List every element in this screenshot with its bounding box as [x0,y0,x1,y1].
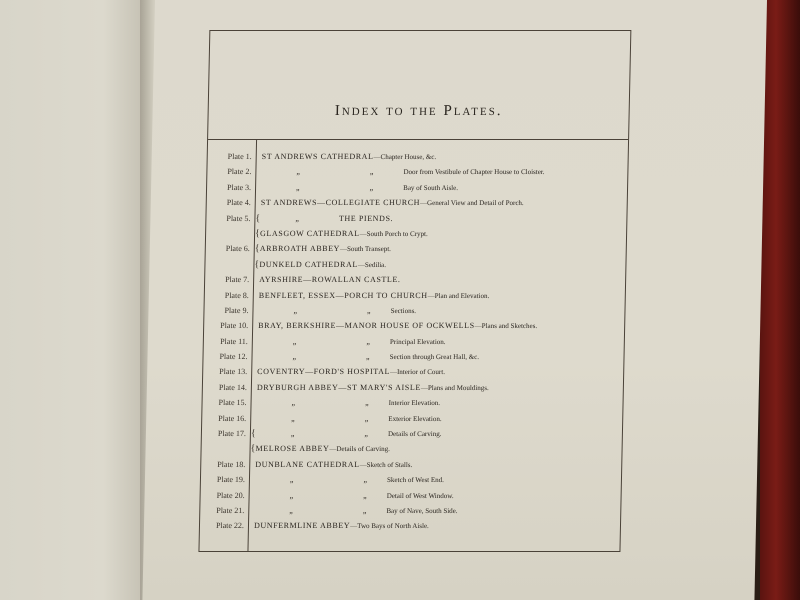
index-row [200,518,620,533]
plate-entry [255,472,444,488]
ditto-mark: „ [369,167,374,177]
plate-number: Plate 13. [219,367,248,377]
location-name: MELROSE ABBEY [255,444,330,454]
brace-mark: { [250,428,256,440]
index-row [205,272,625,287]
index-frame [198,30,631,552]
location-name: AYRSHIRE—ROWALLAN CASTLE. [259,275,401,285]
plate-description: Bay of South Aisle. [403,183,459,192]
index-row [207,164,627,179]
ditto-mark: „ [291,398,296,408]
index-row [202,426,622,441]
plate-number: Plate 15. [218,398,247,408]
index-row [205,257,625,272]
ditto-mark: „ [366,305,371,315]
ditto-mark: „ [365,352,370,362]
plate-number: Plate 8. [224,290,249,300]
plate-description: Door from Vestibule of Chapter House to Cloister. [403,168,545,177]
index-row [201,441,621,456]
location-name: ARBROATH ABBEY [259,244,341,254]
plate-number: Plate 6. [225,244,250,254]
plate-description: —Plan and Elevation. [427,291,490,300]
plate-number: Plate 4. [226,198,251,208]
page-title: Index to the Plates. [334,103,503,119]
plate-number: Plate 5. [226,213,251,223]
plate-number: Plate 12. [219,352,248,362]
plate-entry [254,488,453,504]
plate-entry [259,288,490,304]
plate-description: —Sketch of Stalls. [359,460,413,469]
index-row [208,149,628,164]
brace-mark: { [255,212,261,224]
ditto-mark: „ [295,213,300,223]
left-page [0,0,148,600]
ditto-mark: „ [296,167,301,177]
index-row [204,334,624,349]
plate-description: —Chapter House, &c. [373,153,437,161]
plate-entry [261,164,544,180]
plate-entry [258,303,416,319]
ditto-mark: „ [362,505,367,515]
ditto-mark: „ [295,182,300,192]
ditto-mark: „ [292,336,297,346]
plate-description: —Interior of Court. [389,368,446,377]
ditto-mark: „ [364,429,369,439]
red-cover-edge [760,0,800,600]
plate-entry [257,380,489,396]
location-name: DUNFERMLINE ABBEY [253,521,351,531]
plate-entry [260,211,393,226]
location-name: DRYBURGH ABBEY—ST MARY'S AISLE [256,382,421,392]
plate-entry [254,503,458,519]
index-row [204,303,624,318]
plate-entry [260,241,392,257]
plate-entry [257,364,445,380]
plate-description: —General View and Detail of Porch. [419,199,524,208]
brace-mark: { [254,227,261,239]
ditto-mark: „ [290,429,295,439]
plate-entry [259,272,401,287]
ditto-mark: „ [363,475,368,485]
plate-description: Sketch of West End. [386,476,445,485]
index-row [206,226,626,241]
plate-number: Plate 2. [227,167,252,177]
index-row [204,318,624,333]
plate-description: —Details of Carving. [329,445,390,454]
location-name: DUNBLANE CATHEDRAL [255,459,360,469]
plate-number: Plate 21. [216,505,245,515]
brace-mark: { [254,258,260,270]
index-row [202,395,622,410]
ditto-mark: „ [293,305,298,315]
plate-entry [261,195,524,211]
plate-number: Plate 11. [220,336,248,346]
plate-entry [258,318,537,334]
index-row [206,211,626,226]
ditto-mark: „ [292,352,297,362]
plate-description: Bay of Nave, South Side. [386,506,458,515]
plate-entry [256,426,442,442]
plate-description: —Two Bays of North Aisle. [350,522,429,531]
brace-mark: { [254,243,260,255]
plate-number: Plate 9. [224,305,249,315]
index-row [200,503,620,518]
index-row [203,349,623,364]
plate-description: —South Porch to Crypt. [359,229,428,238]
plate-description: —Plans and Mouldings. [420,383,489,392]
location-name: DUNKELD CATHEDRAL [259,259,358,269]
ditto-mark: „ [291,413,295,423]
location-name: GLASGOW CATHEDRAL [260,228,360,238]
plate-description: —Plans and Sketches. [474,322,538,331]
ditto-mark: „ [289,490,294,500]
plate-entry [256,395,440,411]
index-list [200,149,628,534]
ditto-mark: „ [289,505,293,515]
location-name: THE PIENDS. [338,213,394,223]
location-name: ST ANDREWS—COLLEGIATE CHURCH [260,198,421,208]
ditto-mark: „ [363,490,367,500]
index-row [202,411,622,426]
plate-number: Plate 10. [220,321,249,331]
plate-entry [257,349,479,365]
location-name: COVENTRY—FORD'S HOSPITAL [257,367,391,377]
plate-entry [255,457,412,473]
ditto-mark: „ [365,398,369,408]
index-row [201,472,621,487]
location-name: BENFLEET, ESSEX—PORCH TO CHURCH [258,290,428,300]
plate-description: Section through Great Hall, &c. [389,353,480,362]
plate-entry [255,441,390,457]
plate-number: Plate 20. [216,490,245,500]
plate-entry [259,257,386,273]
plate-entry [256,411,442,427]
plate-description: Sections. [390,306,417,315]
index-row [207,180,627,195]
index-row [200,488,620,503]
plate-number: Plate 3. [226,182,252,192]
plate-number: Plate 1. [227,152,252,161]
ditto-mark: „ [369,182,374,192]
plate-number: Plate 17. [217,429,247,439]
right-page [142,0,767,600]
location-name: BRAY, BERKSHIRE—MANOR HOUSE OF OCKWELLS [258,321,475,331]
plate-entry [254,518,429,534]
plate-entry [258,334,446,350]
plate-number: Plate 19. [216,475,246,485]
plate-number: Plate 18. [217,459,246,469]
plate-number: Plate 22. [215,521,245,531]
index-row [206,241,626,256]
ditto-mark: „ [289,475,294,485]
ditto-mark: „ [364,413,369,423]
plate-number: Plate 14. [218,382,247,392]
plate-number: Plate 16. [218,413,247,423]
plate-description: Detail of West Window. [386,491,454,500]
location-name: ST ANDREWS CATHEDRAL [261,152,374,161]
index-row [207,195,627,210]
ditto-mark: „ [366,336,371,346]
plate-entry [260,226,428,242]
plate-description: Interior Elevation. [388,399,441,408]
plate-entry [262,149,437,165]
index-row [205,288,625,303]
plate-entry [261,180,458,196]
index-row [203,380,623,395]
title-rule [208,139,628,140]
plate-description: —South Transept. [339,245,392,254]
plate-description: Principal Elevation. [389,337,446,346]
plate-number: Plate 7. [225,275,250,285]
index-row [201,457,621,472]
plate-description: Exterior Elevation. [388,414,442,423]
plate-description: Details of Carving. [387,430,442,439]
brace-mark: { [250,443,256,455]
plate-description: —Sedilia. [357,260,387,269]
index-row [203,364,623,379]
